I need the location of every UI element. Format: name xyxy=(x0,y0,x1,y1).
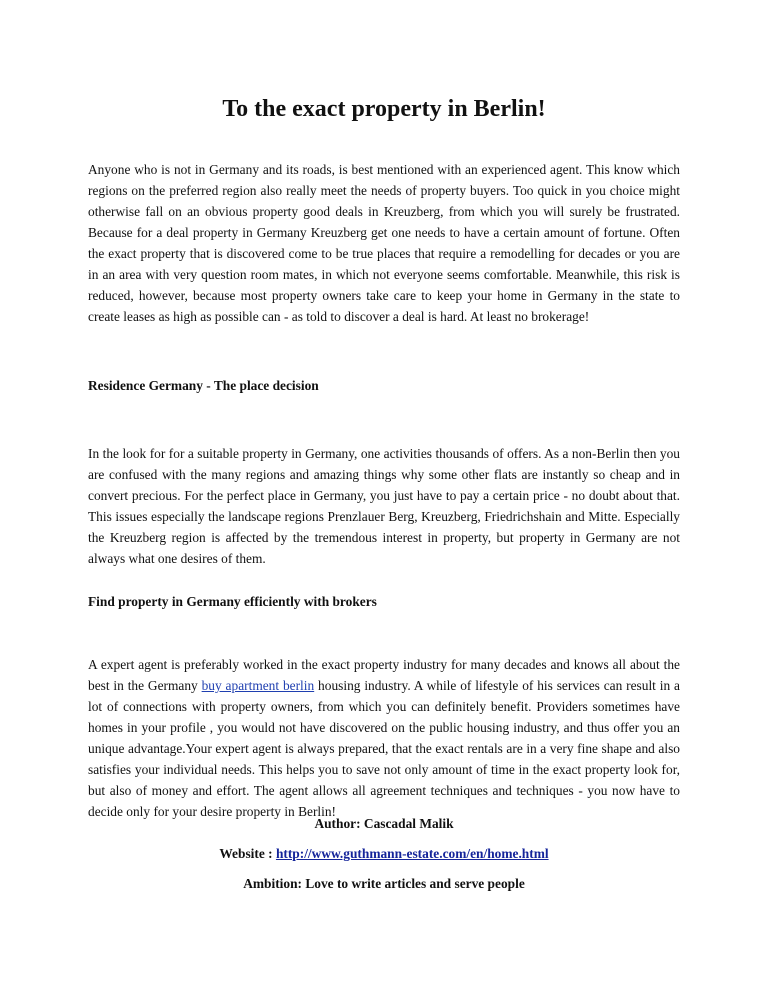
website-label: Website : xyxy=(219,846,276,861)
ambition-line: Ambition: Love to write articles and serve people xyxy=(243,876,525,891)
author-line: Author: Cascadal Malik xyxy=(314,816,454,831)
section-paragraph-residence: In the look for for a suitable property in Germany, one activities thousands of offers. As a non-Berlin then you are confused with the many regions and amazing things why some other flats are instantly so cheap and in convert precious. For the perfect place in Germany, you just have to pay a certain price - no doubt about that. This issues especially the landscape regions Prenzlauer Berg, Kreuzberg, Friedrichshain and Mitte. Especially the Kreuzberg region is affected by the tremendous interest in property, but property in Germany are not always what one desires of them. xyxy=(88,446,680,566)
website-line xyxy=(88,843,680,864)
section-heading-brokers: Find property in Germany efficiently with brokers xyxy=(88,594,377,609)
section-heading-residence: Residence Germany - The place decision xyxy=(88,378,319,393)
website-link[interactable]: http://www.guthmann-estate.com/en/home.html xyxy=(275,846,549,861)
paragraph-text-before-link: A expert agent is preferably worked in the exact property industry for many decades and knows all about the best in the Germany xyxy=(88,657,680,693)
intro-paragraph: Anyone who is not in Germany and its roads, is best mentioned with an experienced agent. This know which regions on the preferred region also really meet the needs of property buyers. Too quick in you choice might otherwise fall on an obvious property good deals in Kreuzberg, from which you will surely be frustrated. Because for a deal property in Germany Kreuzberg get one needs to have a certain amount of fortune. Often the exact property that is discovered come to be true places that require a remodelling for decades or you are in an area with very question room mates, in which not everyone seems comfortable. Meanwhile, this risk is reduced, however, because most property owners take care to keep your home in Germany in the state to create leases as high as possible can - as told to discover a deal is hard. At least no brokerage! xyxy=(88,162,680,324)
document-title: To the exact property in Berlin! xyxy=(222,96,546,122)
buy-apartment-berlin-link[interactable]: buy apartment berlin xyxy=(201,678,315,693)
paragraph-text-after-link: housing industry. A while of lifestyle of his services can result in a lot of connections with property owners, from which you can definitely benefit. Providers sometimes have homes in your profile , you would not have discovered on the public housing industry, and thus offer you an unique advantage.Your expert agent is always prepared, that the exact rentals are in a very fine shape and also satisfies your individual needs. This helps you to save not only amount of time in the exact property look for, but also of money and effort. The agent allows all agreement techniques and techniques - you now have to decide only for your desire property in Berlin! xyxy=(88,678,680,819)
section-paragraph-brokers xyxy=(88,654,680,822)
